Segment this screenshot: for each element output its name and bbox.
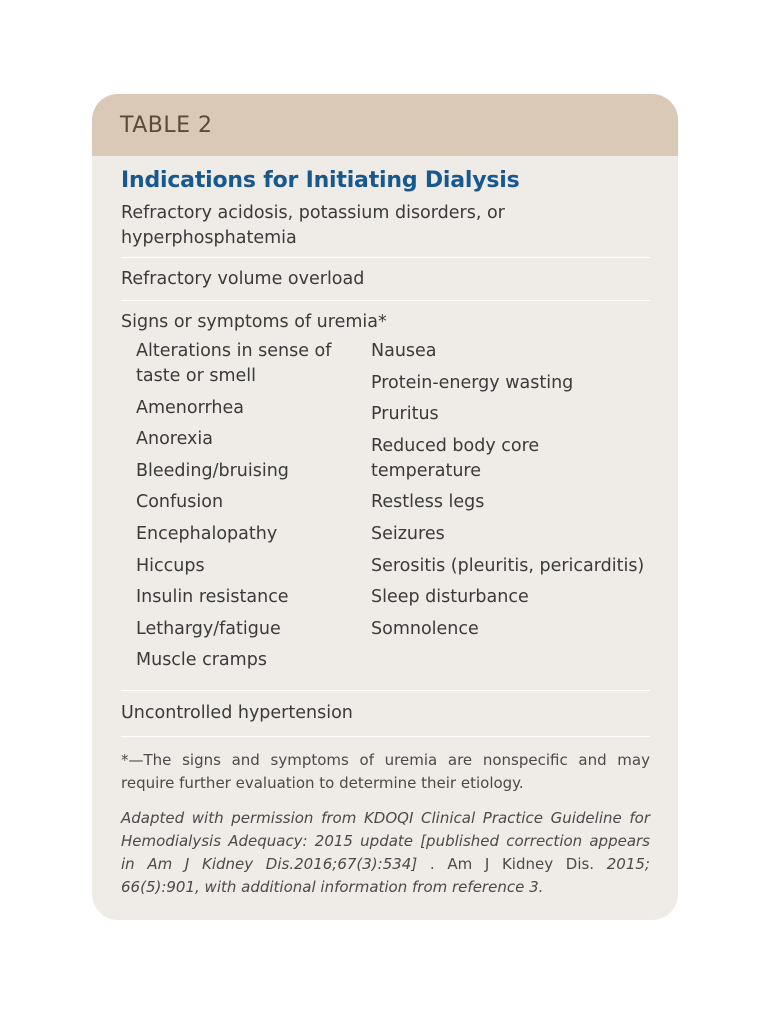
- indication-row-uremia: Signs or symptoms of uremia*: [121, 312, 387, 332]
- table-content: [92, 156, 678, 899]
- indication-row-acidosis: Refractory acidosis, potassium disorders, or hyperphosphatemia: [121, 203, 505, 248]
- source-citation: [121, 795, 650, 899]
- symptom-item: Seizures: [371, 523, 445, 544]
- symptom-item: Protein-energy wasting: [371, 372, 574, 393]
- table-title: Indications for Initiating Dialysis: [121, 168, 520, 193]
- symptom-item: Insulin resistance: [136, 587, 289, 608]
- symptom-item: Hiccups: [136, 555, 205, 576]
- source-text-upright: . Am J Kidney Dis.: [417, 854, 607, 873]
- symptom-item: Confusion: [136, 492, 224, 513]
- symptom-item: Alterations in sense of taste or smell: [136, 341, 332, 386]
- symptom-item: Bleeding/bruising: [136, 460, 289, 481]
- indication-row-hypertension: Uncontrolled hypertension: [121, 702, 353, 723]
- symptom-item: Nausea: [371, 341, 437, 361]
- table-header: [92, 94, 678, 156]
- symptoms-column-right: [371, 339, 650, 680]
- symptom-item: Sleep disturbance: [371, 587, 529, 608]
- uremia-footnote: *—The signs and symptoms of uremia are nonspecific and may require further evaluation to determine their etiology.: [121, 750, 650, 792]
- symptom-item: Serositis (pleuritis, pericarditis): [371, 555, 645, 576]
- symptom-item: Somnolence: [371, 618, 479, 639]
- symptoms-column-left: [136, 339, 371, 680]
- source-text-italic-end: 2015; 66(5):901, with additional information from reference 3.: [121, 854, 650, 896]
- uremia-symptoms-list: [121, 335, 650, 690]
- symptom-item: Restless legs: [371, 492, 485, 513]
- symptom-item: Pruritus: [371, 404, 439, 425]
- symptom-item: Lethargy/fatigue: [136, 618, 281, 639]
- source-text-italic: Adapted with permission from KDOQI Clinical Practice Guideline for Hemodialysis Adequacy: 2015 update [published correction appears in Am J Kidney Dis.2016;67(3):534]: [121, 808, 650, 873]
- symptom-item: Muscle cramps: [136, 650, 267, 671]
- symptom-item: Encephalopathy: [136, 523, 278, 544]
- symptom-item: Amenorrhea: [136, 397, 244, 418]
- indication-row-volume-overload: Refractory volume overload: [121, 269, 365, 289]
- symptom-item: Reduced body core temperature: [371, 435, 540, 481]
- table-label: TABLE 2: [120, 112, 213, 138]
- table-card: [92, 94, 678, 920]
- symptom-item: Anorexia: [136, 429, 213, 450]
